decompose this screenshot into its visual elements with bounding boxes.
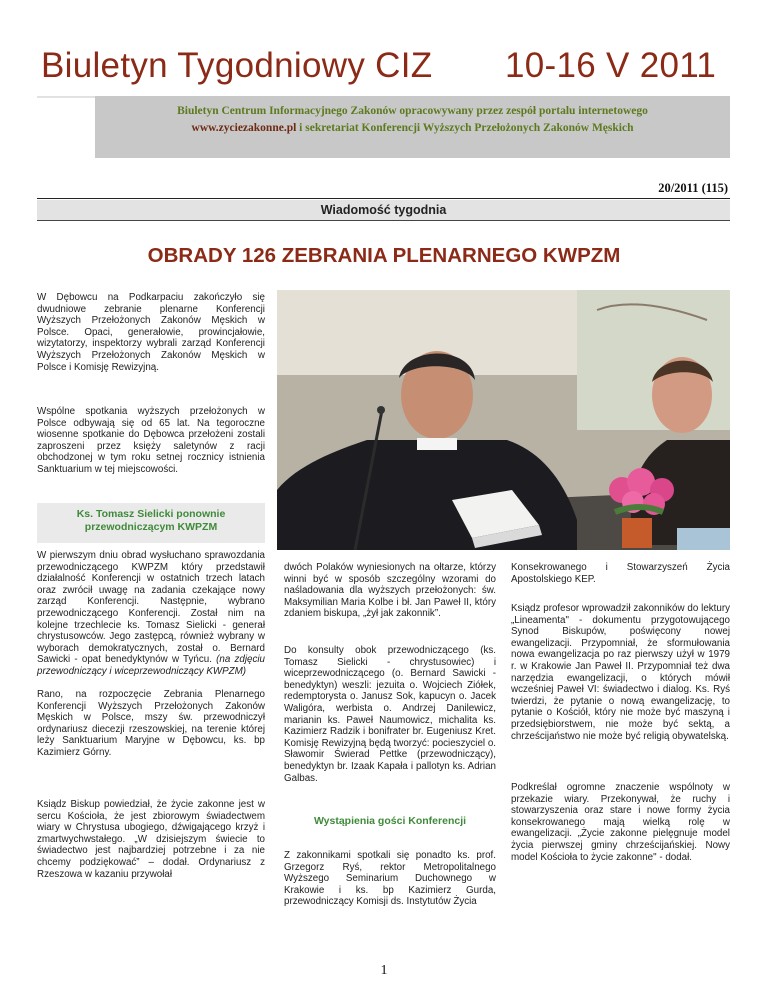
banner-line-2-rest: i sekretariat Konferencji Wyższych Przełożonych Zakonów Męskich bbox=[296, 122, 634, 134]
issue-number: 20/2011 (115) bbox=[658, 181, 728, 195]
page-number: 1 bbox=[380, 963, 388, 978]
publisher-banner bbox=[95, 96, 730, 158]
subhead-chairman: Ks. Tomasz Sielicki ponownie przewodniczącym KWPZM bbox=[76, 508, 226, 533]
subhead-guests: Wystąpienia gości Konferencji bbox=[313, 815, 467, 827]
col1-paragraph-2: Rano, na rozpoczęcie Zebrania Plenarnego Konferencji Wyższych Przełożonych Zakonów Męskich w Polsce, mszy św. przewodniczył ordynariusz diecezji rzeszowskiej, na terenie której leży Sanktuarium Maryjne w Dębowcu, ks. bp Kazimierz Górny. bbox=[37, 689, 265, 758]
website-link[interactable]: www.zyciezakonne.pl bbox=[191, 122, 297, 134]
photo-caption: (na zdjęciu przewodniczący i wiceprzewodniczący KWPZM) bbox=[37, 654, 265, 677]
col3-paragraph-2: Ksiądz profesor wprowadził zakonników do lektury „Lineamenta" - dokumentu przygotowującego Synod Biskupów, poświęcony nowej ewangelizacji. Przypomniał, że sformułowania nowa ewangelizacja po raz pierwszy użył w 1979 r. w Krakowie Jan Paweł II. Przypomniał też dwa narzędzia ewangelizacji, o których mówił wcześniej Paweł VI: świadectwo i dialog. Ks. Ryś twierdzi, że pytanie o nową ewangelizację, to pytanie o Kościół, który nie może być maszyną i przedsiębiorstwem, nie może być sektą, a chrześcijaństwo nie może być religią obywatelską. bbox=[511, 603, 730, 742]
col3-paragraph-1: Konsekrowanego i Stowarzyszeń Życia Apostolskiego KEP. bbox=[511, 562, 730, 585]
meeting-photo bbox=[277, 290, 730, 550]
col1-paragraph-3: Ksiądz Biskup powiedział, że życie zakonne jest w sercu Kościoła, że jest zbiorowym świadectwem wiary w Chrystusa ubogiego, dźwigającego krzyż i zmartwychwstałego. „W dzisiejszym świecie to świadectwo jest najbardziej potrzebne i za nie chcemy podziękować” – dodał. Ordynariusz z Rzeszowa w kazaniu przywołał bbox=[37, 799, 265, 880]
intro-paragraph-2: Wspólne spotkania wyższych przełożonych w Polsce odbywają się od 65 lat. Na tegoroczne wiosenne spotkanie do Dębowca przełożeni zostali zaproszeni przez księży saletynów z racji obchodzonej w tym roku setnej rocznicy istnienia Sanktuarium w tej miejscowości. bbox=[37, 406, 265, 475]
banner-line-1: Biuletyn Centrum Informacyjnego Zakonów opracowywany przez zespół portalu internetowego bbox=[177, 105, 648, 117]
col2-paragraph-2: Do konsulty obok przewodniczącego (ks. Tomasz Sielicki - chrystusowiec) i wiceprzewodniczącego (o. Bernard Sawicki - benedyktyn) weszli: jezuita o. Wojciech Ziółek, redemptorysta o. Janusz Sok, kapucyn o. Jacek Waligóra, werbista o. Andrzej Danilewicz, marianin ks. Paweł Naumowicz, michalita ks. Kazimierz Radzik i bonifrater br. Eugeniusz Kret. Komisję Rewizyjną będą tworzyć: pocieszyciel o. Sławomir Świerad Pettke (przewodniczący), benedyktyn br. Izaak Kapała i pallotyn ks. Adrian Galbas. bbox=[284, 645, 496, 784]
col2-paragraph-3: Z zakonnikami spotkali się ponadto ks. prof. Grzegorz Ryś, rektor Metropolitalnego Wyższego Seminarium Duchownego w Krakowie i ks. bp Kazimierz Gurda, przewodniczący Komisji ds. Instytutów Życia bbox=[284, 850, 496, 908]
col2-paragraph-1: dwóch Polaków wyniesionych na ołtarze, którzy winni być w sposób szczególny wzorami do naśladowania dla wyższych przełożonych: św. Maksymilian Maria Kolbe i bł. Jan Paweł II, który zdaniem biskupa, „żył jak zakonnik”. bbox=[284, 562, 496, 620]
bulletin-title: Biuletyn Tygodniowy CIZ bbox=[41, 46, 433, 85]
article-headline: OBRADY 126 ZEBRANIA PLENARNEGO KWPZM bbox=[147, 244, 621, 267]
issue-dates: 10-16 V 2011 bbox=[505, 46, 717, 85]
col3-paragraph-3: Podkreślał ogromne znaczenie wspólnoty w przekazie wiary. Przekonywał, że ruchy i stowarzyszenia oraz stare i nowe formy życia konsekrowanego mają wielką rolę w ewangelizacji. „Życie zakonne pielęgnuje model życia pierwszej gminy chrześcijańskiej. Nowy model Kościoła to życie zakonne" - dodał. bbox=[511, 782, 730, 863]
intro-paragraph-1: W Dębowcu na Podkarpaciu zakończyło się dwudniowe zebranie plenarne Konferencji Wyższych Przełożonych Zakonów Męskich w Polsce. Opaci, generałowie, prowincjałowie, wizytatorzy, inspektorzy wybrali zarząd Konferencji Wyższych Przełożonych Zakonów Męskich w Polsce i Komisję Rewizyjną. bbox=[37, 292, 265, 373]
section-heading: Wiadomość tygodnia bbox=[37, 200, 730, 221]
banner-line-2 bbox=[95, 120, 730, 137]
section-rule bbox=[37, 198, 730, 199]
meeting-photo-graphic bbox=[277, 290, 730, 550]
col1-paragraph-1 bbox=[37, 550, 265, 678]
col1-paragraph-1-text: W pierwszym dniu obrad wysłuchano sprawozdania przewodniczącego KWPZM który przedstawił działalność Konferencji w ostatnich trzech latach oraz zwrócił uwagę na zadania czekające nowy zarząd Konferencji. Następnie, wybrano przewodniczącego Konferencji. Został nim na kolejne trzechlecie ks. Tomasz Sielicki - generał chrystusowców. Jego zastępcą, również wybrany w wyborach demokratycznych, został o. Bernard Sawicki - opat benedyktynów w Tyńcu. bbox=[37, 550, 265, 666]
